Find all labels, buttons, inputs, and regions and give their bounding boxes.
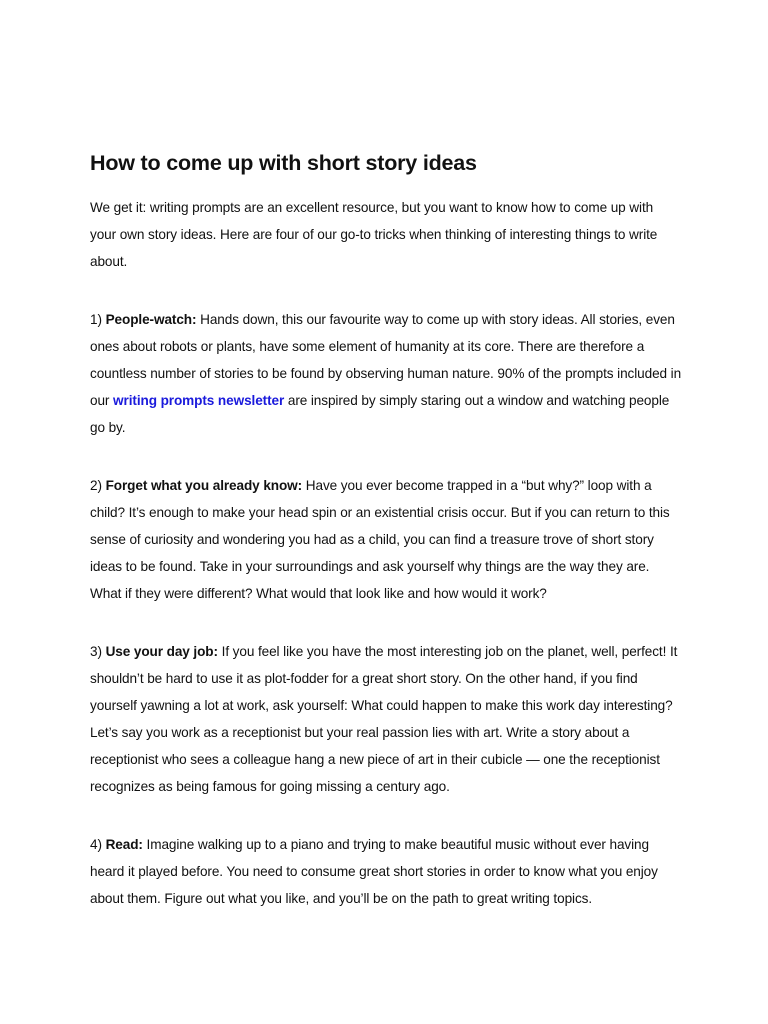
tip-paragraph-1 [90, 306, 682, 441]
tip-paragraph-3 [90, 638, 682, 800]
tip-paragraph-4 [90, 831, 682, 912]
tip-heading: Forget what you already know: [105, 478, 303, 493]
tip-text: If you feel like you have the most interesting job on the planet, well, perfect! It shouldn’t be hard to use it as plot-fodder for a great short story. On the other hand, if you find yourself yawning a lot at work, ask yourself: What could happen to make this work day interesting? Let’s say you work as a receptionist but your real passion lies with art. Write a story about a receptionist who sees a colleague hang a new piece of art in their cubicle — one the receptionist recognizes as being famous for going missing a century ago. [90, 644, 678, 794]
tip-number: 2) [90, 478, 102, 493]
tip-heading: Read: [105, 837, 143, 852]
newsletter-link[interactable]: writing prompts newsletter [113, 393, 285, 408]
tip-number: 1) [90, 312, 102, 327]
page-title: How to come up with short story ideas [90, 151, 477, 175]
tip-text: Hands down, this our favourite way to come up with story ideas. All stories, even ones about robots or plants, have some element of humanity at its core. There are therefore a countless number of stories to be found by observing human nature. 90% of the prompts included in our [90, 312, 682, 408]
tip-heading: Use your day job: [105, 644, 218, 659]
intro-paragraph: We get it: writing prompts are an excellent resource, but you want to know how to come up with your own story ideas. Here are four of our go-to tricks when thinking of interesting things to write about. [90, 200, 658, 269]
tip-heading: People-watch: [105, 312, 197, 327]
tip-paragraph-2 [90, 472, 682, 607]
document-page [90, 150, 682, 943]
tip-number: 4) [90, 837, 102, 852]
tip-text: Imagine walking up to a piano and trying to make beautiful music without ever having heard it played before. You need to consume great short stories in order to know what you enjoy about them. Figure out what you like, and you’ll be on the path to great writing topics. [90, 837, 658, 906]
tip-number: 3) [90, 644, 102, 659]
tip-text: Have you ever become trapped in a “but why?” loop with a child? It’s enough to make your head spin or an existential crisis occur. But if you can return to this sense of curiosity and wondering you had as a child, you can find a treasure trove of short story ideas to be found. Take in your surroundings and ask yourself why things are the way they are. What if they were different? What would that look like and how would it work? [90, 478, 670, 601]
tip-text-after-link: are inspired by simply staring out a window and watching people go by. [90, 393, 670, 435]
